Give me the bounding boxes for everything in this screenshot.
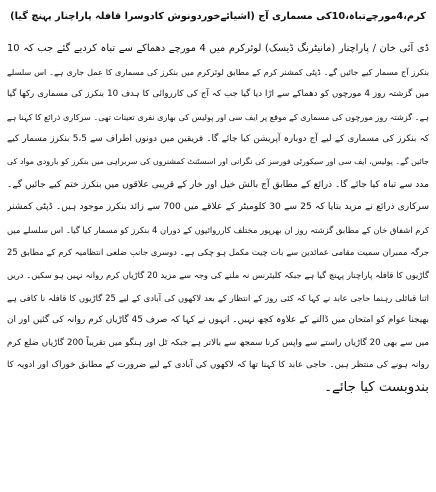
article-line: میں سے بھی 20 گاڑیاں راستے سے واپس کرنا سمجھ سے بالاتر ہے جبکہ ٹل اور ہنگو میں تقریباً 200 گاڑیاں ضلع کرم — [7, 337, 429, 348]
article-line: ڈی آئی خان / پاراچنار (مانیٹرنگ ڈیسک) لوئرکرم میں 4 مورچے دھماکے سے تباہ کردیے گئے جب کہ 10 — [7, 43, 429, 54]
article-line: مدد سے تباہ کیا جائے گا۔ ذرائع کے مطابق آج بالش خیل اور خار کے قریبی علاقوں میں بنکرز ختم کیے جائیں گے۔ — [7, 179, 429, 190]
article-line: بنکرز آج مسمار کیے جائیں گے۔ ڈپٹی کمشنر کرم کے مطابق لوئرکرم میں بنکرز کی مسماری کا عمل جاری ہے۔ اس سلسلے — [7, 66, 429, 77]
article-line: کہ بنکرز کی مسماری کے لیے آج دوبارہ آپریشن کیا جائے گا۔ فریقین میں دونوں اطراف سے 5،5 بنکرز مسمار کیے — [7, 134, 429, 145]
article-line: ہے۔ گزشتہ روز مورچوں کی مسماری کے موقع پر ایف سی اور پولیس کی بھاری نفری تعینات تھی۔ سرکاری ذرائع کا کہنا ہے — [7, 111, 429, 122]
article-line: سرکاری ذرائع نے مزید بتایا کہ 25 سے 30 کلومیٹر کے علاقے میں 700 سے زائد بنکرز موجود ہیں۔ ڈپٹی کمشنر — [7, 202, 429, 213]
headline: کرم،4مورچےتباہ،10کی مسماری آج (اشیائےخوردونوش کادوسرا قافلہ پاراچنار پہنچ گیا) — [10, 11, 426, 22]
article-line: روانہ ہونے کی منتظر ہیں۔ حاجی عابد کا کہنا تھا کہ لاکھوں کی آبادی کے لیے ضرورت کے مطابق خوراک اور ادویہ کا — [7, 360, 429, 371]
article-line: کرم اشفاق خان کے مطابق گزشتہ روز ان بھرپور مختلف کارروائیوں کے دوران 4 بنکرز کو مسمار کیا گیا۔ اس سلسلے میں — [7, 224, 429, 235]
article-line: میں گزشتہ روز 4 مورچوں کو دھماکے سے اڑا دیا گیا جب کہ آج کی کارروائی کا ہدف 10 بنکرز کی مسماری رکھا گیا — [7, 89, 429, 100]
article-line: اثنا قبائلی رہنما حاجی عابد نے کہا کہ کئی روز کے انتظار کے بعد لاکھوں کی آبادی کے لیے 25 گاڑیوں کا قافلہ نا کافی ہے — [7, 292, 429, 303]
article-line: بھیجنا عوام کو امتحان میں ڈالنے کے علاوہ کچھ نہیں۔ انہوں نے کہا کہ صرف 45 گاڑیاں کرم روانہ کی گئیں اور ان — [7, 315, 429, 326]
article-line: بندوبست کیا جائے۔ — [324, 379, 429, 395]
article-line: گاڑیوں کا قافلہ پاراچنار پہنچ گیا ہے جبکہ کلیئرنس نہ ملنے کی وجہ سے مزید 20 گاڑیاں کرم روانہ نہیں ہو سکیں۔ دریں — [7, 269, 429, 280]
article-body — [7, 38, 429, 400]
article-line: جائیں گے۔ پولیس، ایف سی اور سیکورٹی فورسز کی نگرانی اور اسسٹنٹ کمشنروں کی سربراہی میں بنکرز کو بارودی مواد کی — [7, 156, 429, 166]
article-line: جرگہ ممبران سمیت مقامی عمائدین سے بات چیت مکمل ہو چکی ہے۔ دوسری جانب ضلعی انتظامیہ کرم کے مطابق 25 — [7, 247, 429, 258]
